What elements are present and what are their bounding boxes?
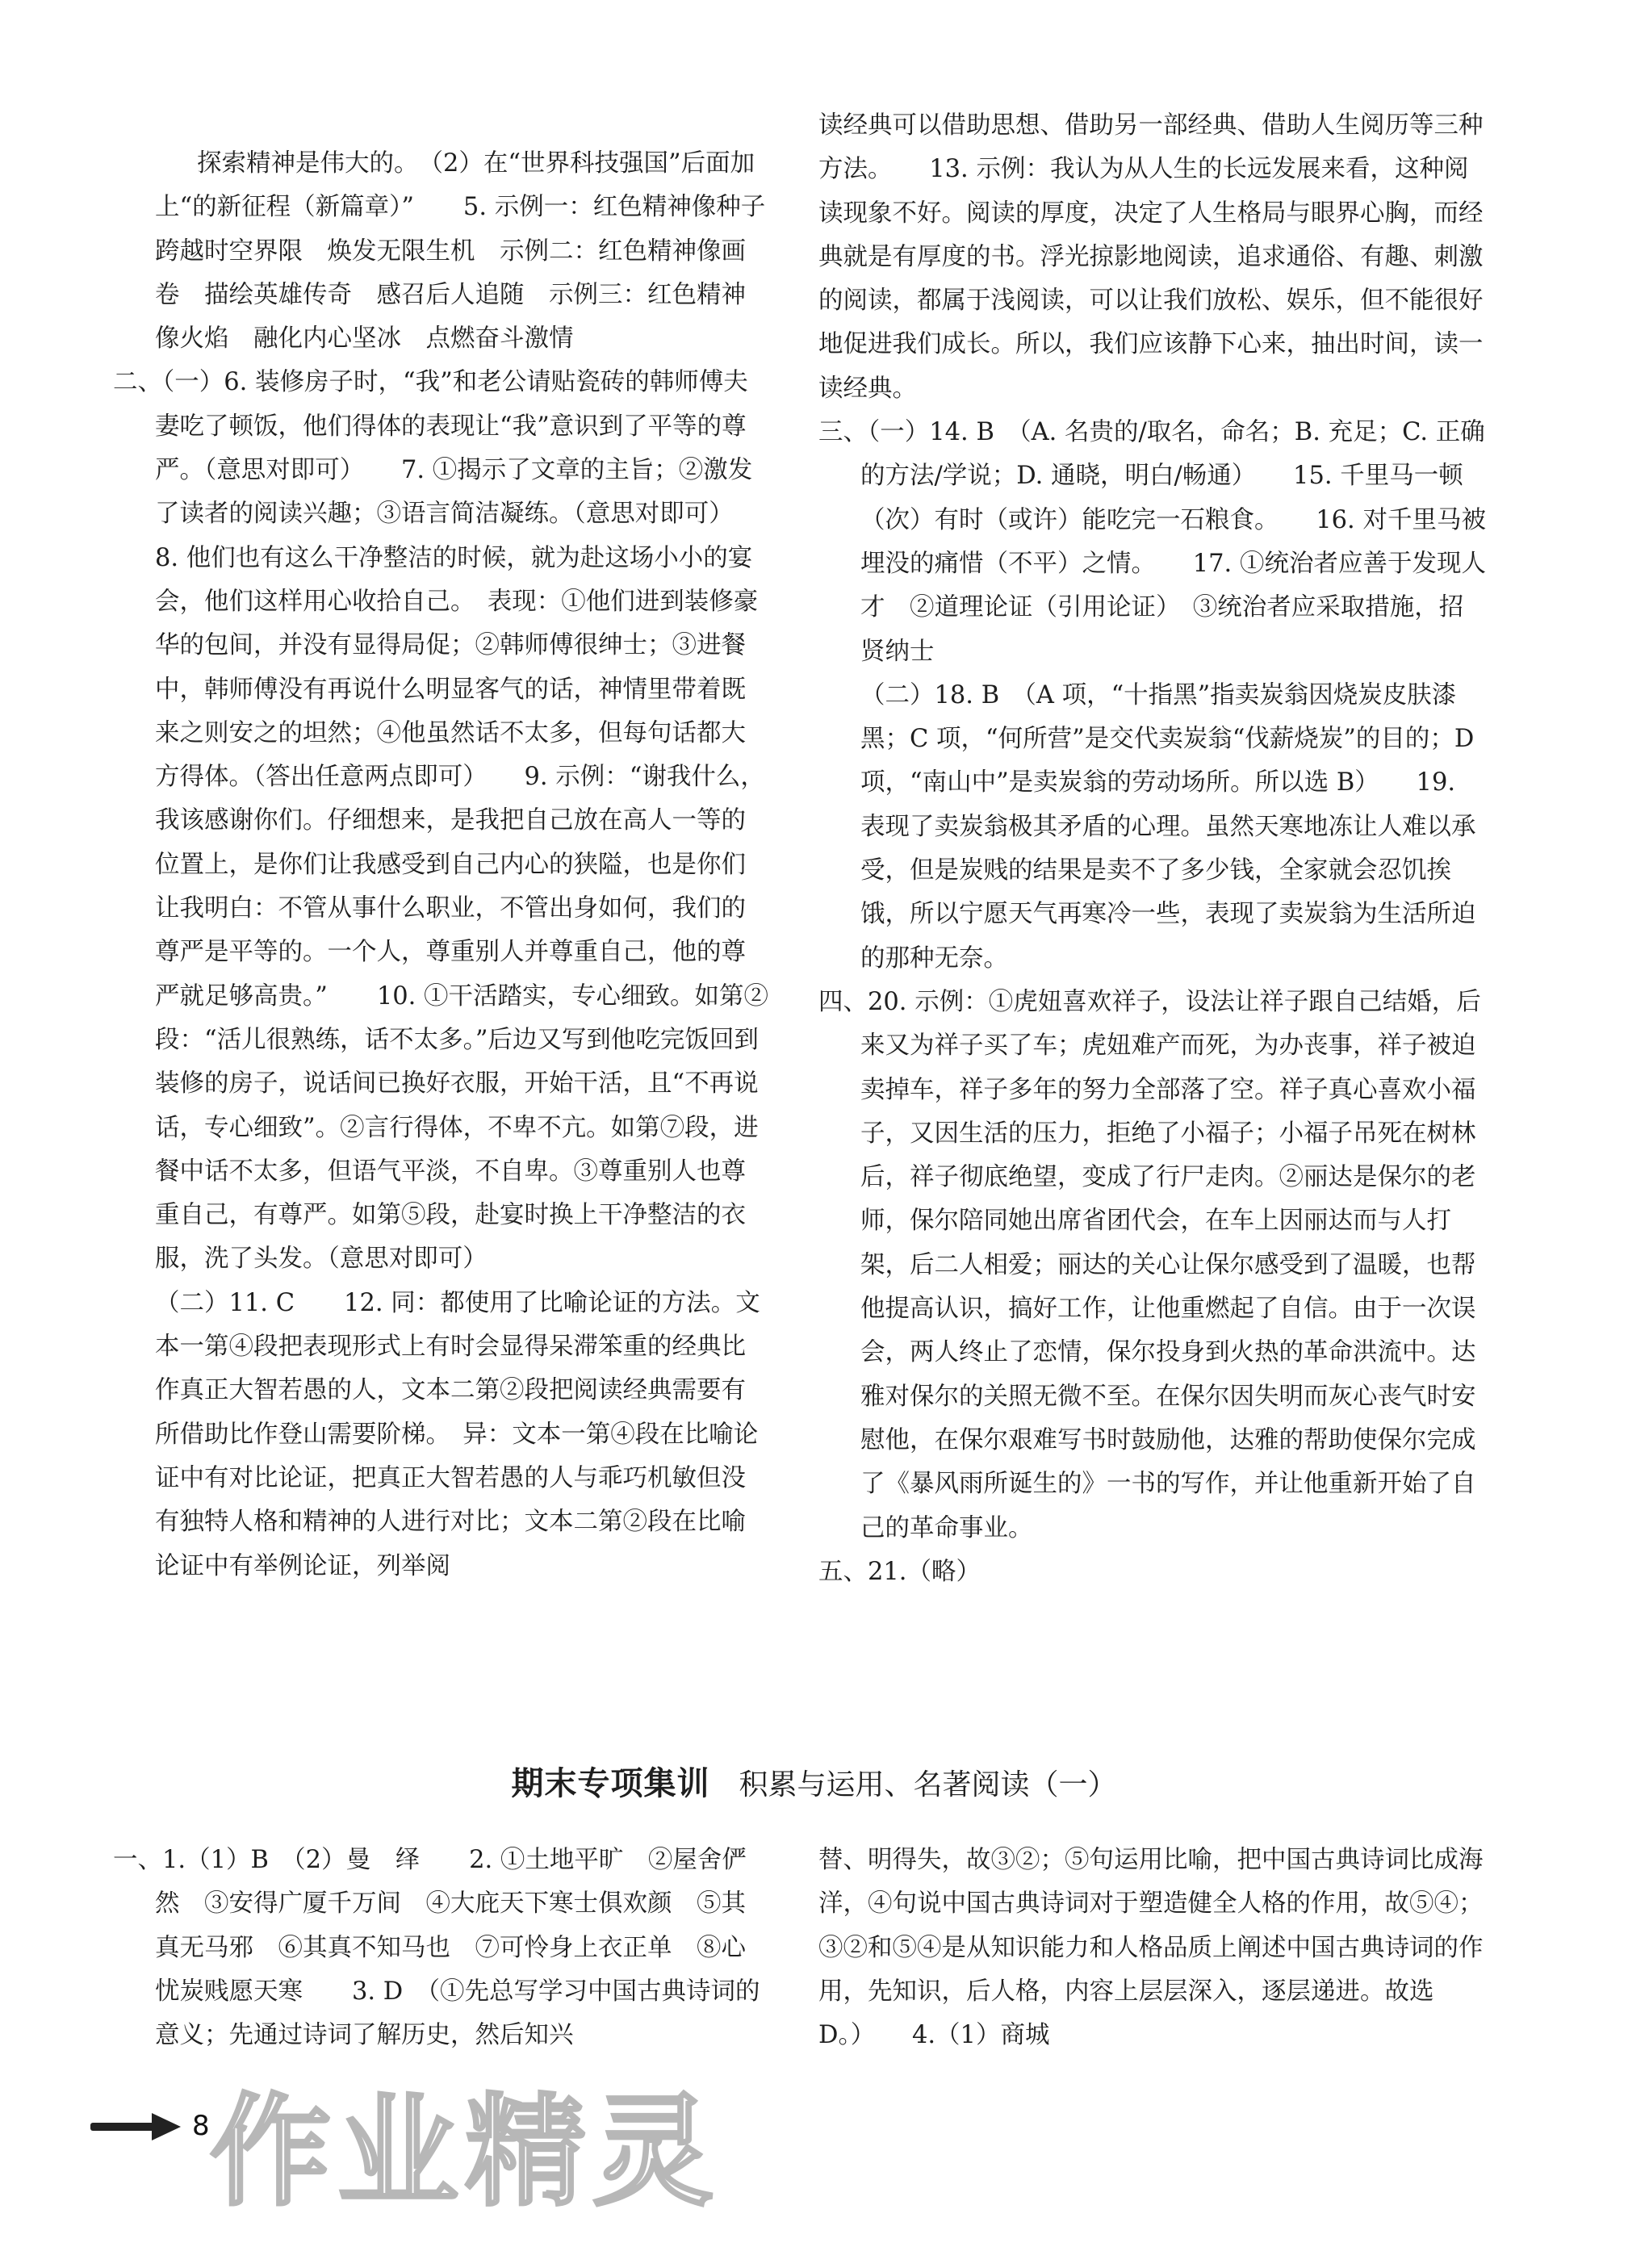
answer-paragraph: （二）18. B （A 项，“十指黑”指卖炭翁因烧炭皮肤漆黑；C 项，“何所营”是交代卖炭翁“伐薪烧炭”的目的；D 项，“南山中”是卖炭翁的劳动场所。所以选 B） 19. 表现了卖炭翁极其矛盾的心理。虽然天寒地冻让人难以承受，但是炭贱的结果是卖不了多少钱，全家就会忍饥挨饿，所以宁愿天气再寒冷一些，表现了卖炭翁为生活所迫的那种无奈。 [860,680,1476,973]
left-column-lower [113,1839,770,2057]
right-arrow-icon [90,2108,181,2145]
page-number: 8 [192,2110,210,2142]
left-column [113,142,790,1588]
answer-paragraph: 四、20. 示例：①虎妞喜欢祥子，设法让祥子跟自己结婚，后来又为祥子买了车；虎妞难产而死，为办丧事，祥子被迫卖掉车，祥子多年的努力全部落了空。祥子真心喜欢小福子，又因生活的压力，拒绝了小福子；小福子吊死在树林后，祥子彻底绝望，变成了行尸走肉。②丽达是保尔的老师，保尔陪同她出席省团代会，在车上因丽达而与人打架，后二人相爱；丽达的关心让保尔感受到了温暖，也帮他提高认识，搞好工作，让他重燃起了自信。由于一次误会，两人终止了恋情，保尔投身到火热的革命洪流中。达雅对保尔的关照无微不至。在保尔因失明而灰心丧气时安慰他，在保尔艰难写书时鼓励他，达雅的帮助使保尔完成了《暴风雨所诞生的》一书的写作，并让他重新开始了自己的革命事业。 [818,987,1481,1542]
answer-paragraph: 探索精神是伟大的。 （2）在“世界科技强国”后面加上“的新征程（新篇章）” 5. 示例一：红色精神像种子 跨越时空界限 焕发无限生机 示例二：红色精神像画卷 描绘英雄传奇 感召后人追随 示例三：红色精神像火焰 融化内心坚冰 点燃奋斗激情 [155,149,790,354]
section-heading [0,1758,1628,1804]
answer-paragraph: 替、明得失，故③②；⑤句运用比喻，把中国古典诗词比成海洋，④句说中国古典诗词对于塑造健全人格的作用，故⑤④；③②和⑤④是从知识能力和人格品质上阐述中国古典诗词的作用，先知识，后人格，内容上层层深入，逐层递进。故选 D。） 4.（1）商城 [818,1846,1484,2050]
right-column-lower [818,1839,1486,2057]
answer-paragraph: 五、21.（略） [818,1557,981,1586]
right-column [818,104,1486,1594]
answer-paragraph: 读经典可以借助思想、借助另一部经典、借助人生阅历等三种方法。 13. 示例：我认为从人生的长远发展来看，这种阅读现象不好。阅读的厚度，决定了人生格局与眼界心胸，而经典就是有厚度的书。浮光掠影地阅读，追求通俗、有趣、刺激的阅读，都属于浅阅读，可以让我们放松、娱乐，但不能很好地促进我们成长。所以，我们应该静下心来，抽出时间，读一读经典。 [818,111,1484,403]
section-title: 期末专项集训 [511,1765,710,1802]
section-subtitle: 积累与运用、名著阅读（一） [739,1768,1117,1801]
watermark: 作业精灵 [210,2082,721,2223]
answer-paragraph: （二）11. C 12. 同：都使用了比喻论证的方法。文本一第④段把表现形式上有时会显得呆滞笨重的经典比作真正大智若愚的人，文本二第②段把阅读经典需要有所借助比作登山需要阶梯。 异：文本一第④段在比喻论证中有对比论证，把真正大智若愚的人与乖巧机敏但没有独特人格和精神的人进行对比；文本二第②段在比喻论证中有举例论证，列举阅 [155,1288,760,1580]
answer-paragraph: 三、（一）14. B （A. 名贵的/取名，命名；B. 充足；C. 正确的方法/学说；D. 通晓，明白/畅通） 15. 千里马一顿（次）有时（或许）能吃完一石粮食。 16. 对千里马被埋没的痛惜（不平）之情。 17. ①统治者应善于发现人才 ②道理论证（引用论证） ③统治者应采取措施，招贤纳士 [818,418,1486,666]
answer-paragraph: 一、1.（1）B （2）曼 绎 2. ①土地平旷 ②屋舍俨然 ③安得广厦千万间 ④大庇天下寒士俱欢颜 ⑤其真无马邪 ⑥其真不知马也 ⑦可怜身上衣正单 ⑧心忧炭贱愿天寒 3. D （①先总写学习中国古典诗词的意义；先通过诗词了解历史，然后知兴 [113,1846,760,2050]
answer-paragraph: 二、（一）6. 装修房子时，“我”和老公请贴瓷砖的韩师傅夫妻吃了顿饭，他们得体的表现让“我”意识到了平等的尊严。（意思对即可） 7. ①揭示了文章的主旨；②激发了读者的阅读兴趣；③语言简洁凝练。（意思对即可） 8. 他们也有这么干净整洁的时候，就为赴这场小小的宴会，他们这样用心收拾自己。 表现：①他们进到装修豪华的包间，并没有显得局促；②韩师傅很绅士；③进餐中，韩师傅没有再说什么明显客气的话，神情里带着既来之则安之的坦然；④他虽然话不太多，但每句话都大方得体。（答出任意两点即可） 9. 示例：“谢我什么，我该感谢你们。仔细想来，是我把自己放在高人一等的位置上，是你们让我感受到自己内心的狭隘，也是你们让我明白：不管从事什么职业，不管出身如何，我们的尊严是平等的。一个人，尊重别人并尊重自己，他的尊严就足够高贵。” 10. ①干活踏实，专心细致。如第②段：“活儿很熟练，话不太多。”后边又写到他吃完饭回到装修的房子，说话间已换好衣服，开始干活，且“不再说话，专心细致”。②言行得体，不卑不亢。如第⑦段，进餐中话不太多，但语气平淡，不自卑。③尊重别人也尊重自己，有尊严。如第⑤段，赴宴时换上干净整洁的衣服，洗了头发。（意思对即可） [113,368,771,1274]
